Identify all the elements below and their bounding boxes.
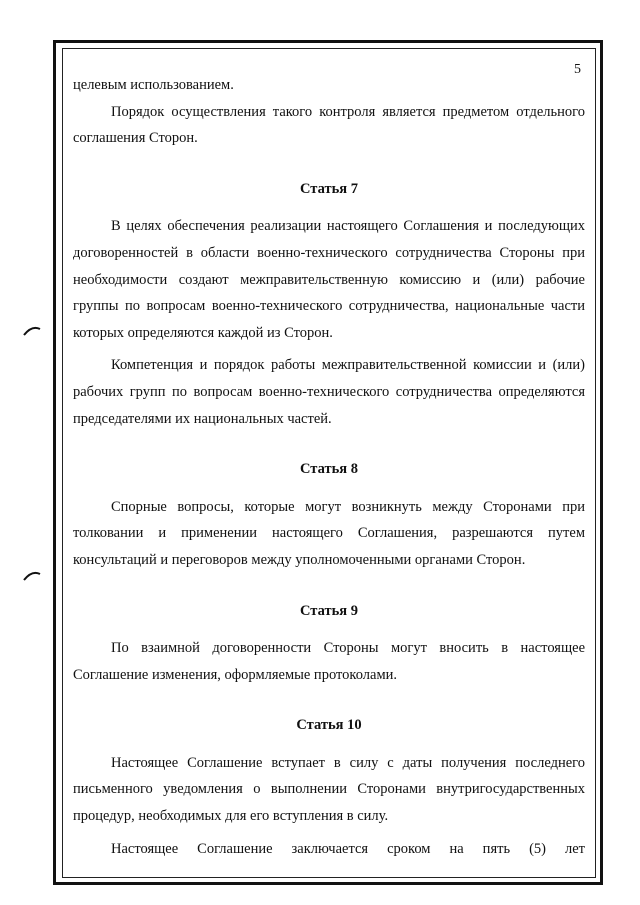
- binder-hole-mark: [22, 325, 42, 337]
- binder-hole-mark: [22, 570, 42, 582]
- document-body: [73, 72, 585, 862]
- paragraph: Компетенция и порядок работы межправительственной комиссии и (или) рабочих групп по вопросам военно-технического сотрудничества определяются председателями их национальных частей.: [73, 357, 585, 427]
- article-heading: Статья 9: [300, 602, 358, 619]
- page-number: 5: [574, 62, 581, 77]
- paragraph: Настоящее Соглашение вступает в силу с даты получения последнего письменного уведомления о выполнении Сторонами внутригосударственных процедур, необходимых для его вступления в силу.: [73, 754, 585, 825]
- paragraph: По взаимной договоренности Стороны могут вносить в настоящее Соглашение изменения, оформляемые протоколами.: [73, 640, 585, 683]
- paragraph: Настоящее Соглашение заключается сроком на пять (5) лет: [111, 840, 585, 857]
- paragraph: целевым использованием.: [73, 77, 234, 93]
- paragraph: Порядок осуществления такого контроля является предметом отдельного соглашения Сторон.: [73, 103, 585, 147]
- paragraph: Спорные вопросы, которые могут возникнуть между Сторонами при толковании и применении настоящего Соглашения, разрешаются путем консультаций и переговоров между уполномоченными органами Сторон.: [73, 498, 585, 568]
- article-heading: Статья 10: [296, 717, 362, 734]
- article-heading: Статья 8: [300, 461, 358, 478]
- paragraph: В целях обеспечения реализации настоящего Соглашения и последующих договоренностей в области военно-технического сотрудничества Стороны при необходимости создают межправительственную комиссию и (или) рабочие группы по вопросам военно-технического сотрудничества, национальные части которых определяются каждой из Сторон.: [73, 218, 585, 341]
- article-heading: Статья 7: [300, 180, 358, 197]
